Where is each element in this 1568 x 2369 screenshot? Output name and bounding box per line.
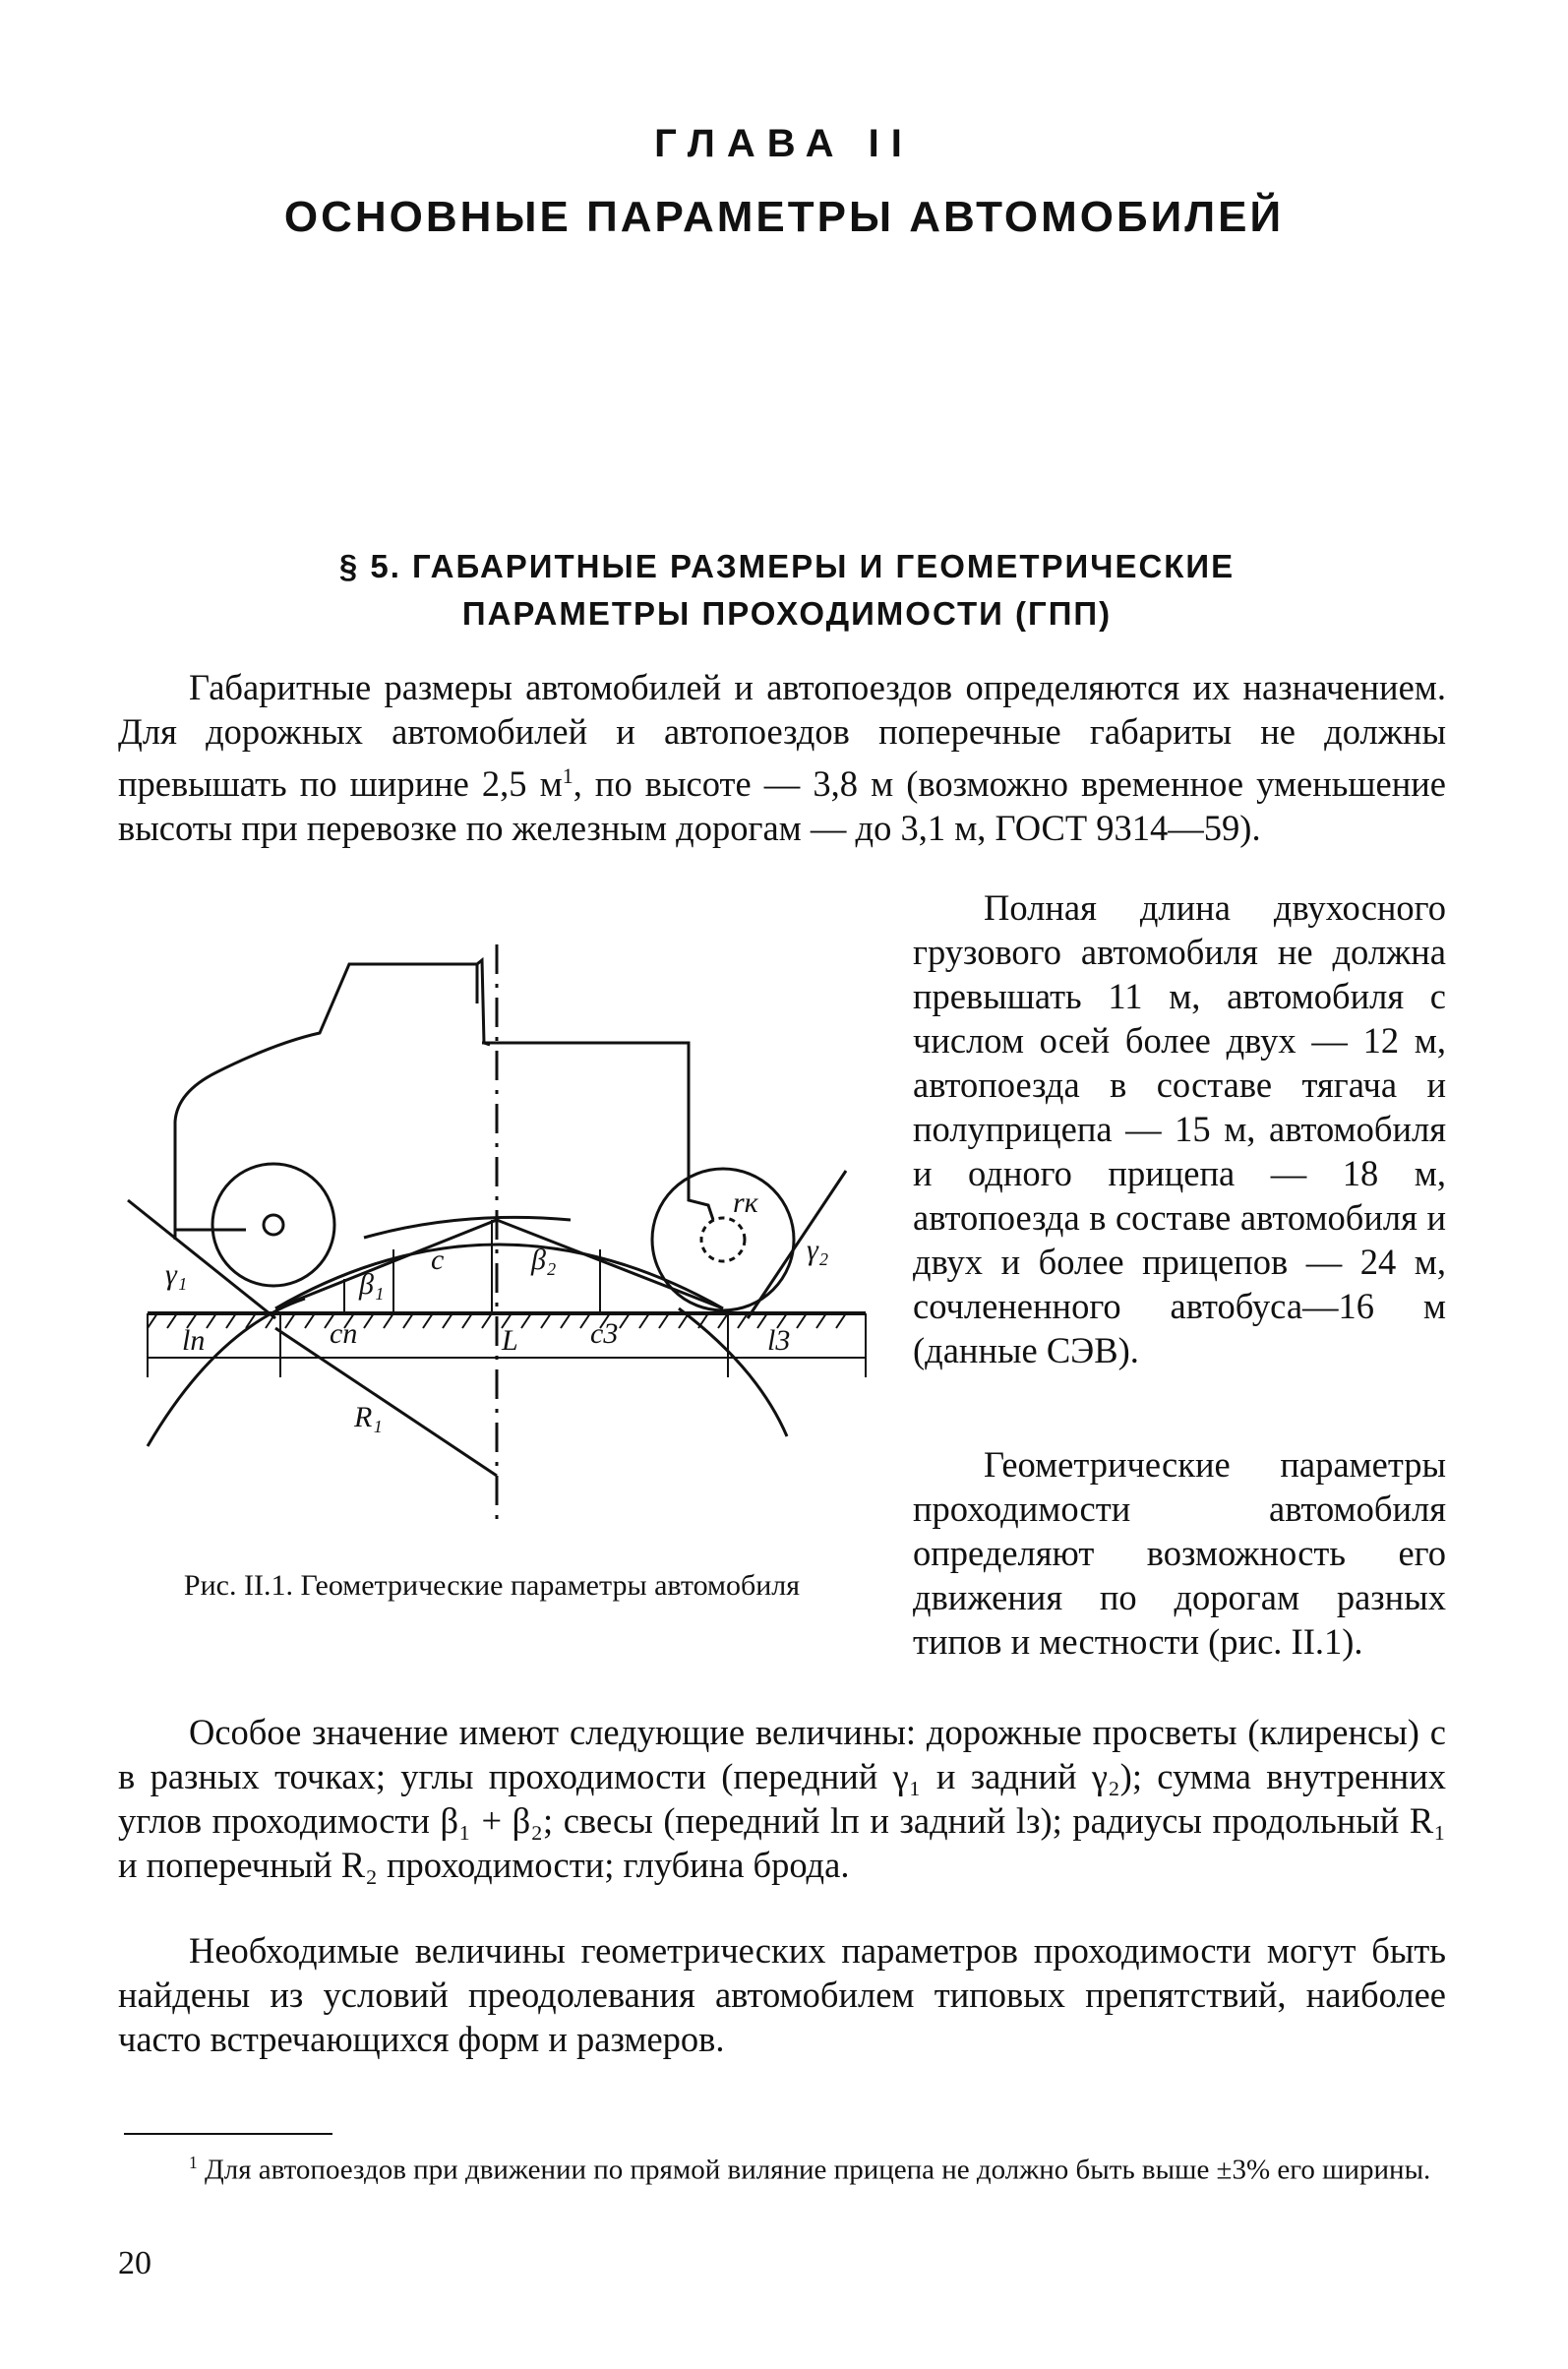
- footnote-rule: [124, 2133, 332, 2135]
- label-l3: l3: [767, 1324, 791, 1357]
- label-cp: cп: [330, 1317, 358, 1350]
- section-heading: [197, 543, 1377, 638]
- label-gamma1: γ₁: [165, 1258, 188, 1291]
- paragraph-obstacles: [118, 1928, 1446, 2061]
- paragraph-geometry-text: Геометрические параметры проходимости автомобиля определяют возможность его движения по дорогам разных типов и местности (рис. II.1).: [913, 1444, 1446, 1662]
- label-beta1: β₁: [359, 1268, 385, 1301]
- footnote-text: Для автопоездов при движении по прямой виляние прицепа не должно быть выше ±3% его ширины.: [197, 2154, 1431, 2186]
- chapter-title: ОСНОВНЫЕ ПАРАМЕТРЫ АВТОМОБИЛЕЙ: [283, 193, 1285, 241]
- label-L: L: [502, 1324, 518, 1357]
- radius-line: [275, 1328, 497, 1476]
- paragraph-dimensions-text: Габаритные размеры автомобилей и автопоездов определяются их назначением. Для дорожных автомобилей и автопоездов поперечные габариты не должны превышать по ширине 2,5 м: [118, 667, 1446, 805]
- paragraph-length-text: Полная длина двухосного грузового автомобиля не должна превышать 11 м, автомобиля с числом осей более двух — 12 м, автопоезда в составе тягача и полуприцепа — 15 м, автомобиля и одного прицепа — 18 м, автопоезда в составе автомобиля и двух и более прицепов — 24 м, сочлененного автобуса—16 м (данные СЭВ).: [913, 887, 1446, 1370]
- label-lp: lп: [182, 1324, 206, 1357]
- paragraph-obstacles-text: Необходимые величины геометрических параметров проходимости могут быть найдены из условий преодолевания автомобилем типовых препятствий, наиболее часто встречающихся форм и размеров.: [118, 1930, 1446, 2059]
- paragraph-geometry: [913, 1442, 1446, 1664]
- paragraph-dimensions: [118, 665, 1446, 850]
- section-heading-line1: § 5. ГАБАРИТНЫЕ РАЗМЕРЫ И ГЕОМЕТРИЧЕСКИЕ: [338, 548, 1236, 584]
- approach-angle-line: [128, 1200, 275, 1318]
- vehicle-geometry-figure: [118, 925, 885, 1554]
- label-rk: rк: [733, 1186, 758, 1219]
- departure-angle-line: [748, 1171, 846, 1318]
- cab-outline: [175, 960, 490, 1240]
- chapter-label: ГЛАВА II: [654, 122, 914, 165]
- paragraph-values-text: Особое значение имеют следующие величины: дорожные просветы (клиренсы) c в разных точках; углы проходимости (передний γ₁ и задний γ₂); сумма внутренних углов проходимости β₁ + β₂; свесы (передний lп и задний lз); радиусы продольный R₁ и поперечный R₂ проходимости; глубина брода.: [118, 1712, 1446, 1885]
- label-c: c: [431, 1244, 445, 1276]
- footnote-marker: 1: [189, 2153, 198, 2172]
- front-wheel: [212, 1164, 334, 1286]
- paragraph-values: [118, 1710, 1446, 1887]
- paragraph-length: [913, 885, 1446, 1372]
- footnote: [118, 2145, 1446, 2188]
- section-heading-line2: ПАРАМЕТРЫ ПРОХОДИМОСТИ (ГПП): [461, 595, 1113, 632]
- label-c3: c3: [590, 1317, 619, 1350]
- label-R1: R₁: [354, 1401, 383, 1433]
- paragraph-dimensions-rest: , по высоте — 3,8 м (возможно временное уменьшение высоты при перевозке по железным дорогам — до 3,1 м, ГОСТ 9314—59).: [118, 763, 1446, 849]
- label-gamma2: γ₂: [807, 1234, 829, 1266]
- page-number: 20: [118, 2245, 151, 2281]
- footnote-ref: 1: [562, 763, 573, 788]
- label-beta2: β₂: [531, 1244, 557, 1276]
- figure-caption: Рис. II.1. Геометрические параметры автомобиля: [183, 1569, 801, 1602]
